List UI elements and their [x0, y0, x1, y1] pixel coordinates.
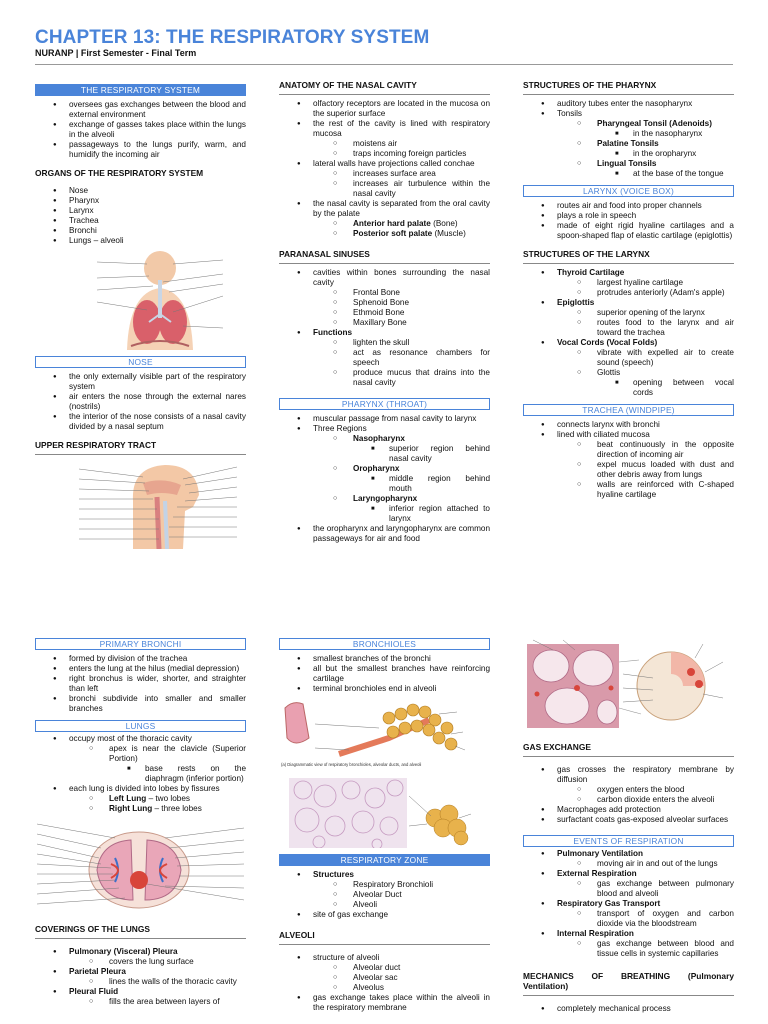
- list-item: ● passageways to the lungs purify, warm, and humidify the incoming air: [35, 140, 246, 160]
- sub-list-item: ○ walls are reinforced with C-shaped hyaline cartilage: [557, 480, 734, 500]
- column-3-bottom: [523, 638, 734, 1016]
- list-item: ● surfactant coats gas-exposed alveolar surfaces: [523, 815, 734, 825]
- list-item: ● muscular passage from nasal cavity to larynx: [279, 414, 490, 424]
- pharynx-list: [279, 414, 490, 544]
- section-heading-events: EVENTS OF RESPIRATION: [523, 835, 734, 847]
- list-item: [279, 159, 490, 199]
- respiratory-organs-figure: [87, 250, 246, 350]
- section-heading-trachea: TRACHEA (WINDPIPE): [523, 404, 734, 416]
- list-item: ● structure of alveoli ○ Alveolar duct ○ Alveolar sac ○ Alveolus: [279, 953, 490, 993]
- sub-list-item: ○ Posterior soft palate (Muscle): [313, 229, 490, 239]
- list-item: ● gas crosses the respiratory membrane by diffusion ○ oxygen enters the blood ○ carbon dioxide enters the alveoli: [523, 765, 734, 805]
- sub-sub-list-item: ■ superior region behind nasal cavity: [353, 444, 490, 464]
- bronchioles-figure-caption: (a) Diagrammatic view of respiratory bronchioles, alveolar ducts, and alveoli: [281, 762, 422, 767]
- respiratory-zone-list: [279, 870, 490, 920]
- list-item-text: the nasal cavity is separated from the oral cavity by the palate: [313, 199, 490, 218]
- list-item: ● the interior of the nose consists of a nasal cavity divided by a nasal septum: [35, 412, 246, 432]
- list-item: ● oversees gas exchanges between the blood and external environment: [35, 100, 246, 120]
- sub-sub-list-item: ■ base rests on the diaphragm (inferior portion): [109, 764, 246, 784]
- sub-list-item: ○ Alveolar Duct: [313, 890, 490, 900]
- section-heading-pharynx: PHARYNX (THROAT): [279, 398, 490, 410]
- sub-list-item: ○ Oropharynx ■ middle region behind mouth: [313, 464, 490, 494]
- sub-sub-list-item: ■ inferior region attached to larynx: [353, 504, 490, 524]
- list-item: ● air enters the nose through the external nares (nostrils): [35, 392, 246, 412]
- sub-list-item: ○ increases surface area: [313, 169, 490, 179]
- sub-sub-list-item: ■ middle region behind mouth: [353, 474, 490, 494]
- list-item: ● Three Regions ○ Nasopharynx ■ superior region behind nasal cavity ○ Oropharynx ■ middle region behind mouth ○ Laryngopharynx ■ inferior region attached to larynx: [279, 424, 490, 524]
- list-item: ● Bronchi: [35, 226, 246, 236]
- sub-list-item: ○ Frontal Bone: [313, 288, 490, 298]
- list-item: ● External Respiration ○ gas exchange between pulmonary blood and alveoli: [523, 869, 734, 899]
- section-heading-larynx: LARYNX (VOICE BOX): [523, 185, 734, 197]
- list-item: ● cavities within bones surrounding the nasal cavity ○ Frontal Bone ○ Sphenoid Bone ○ Ethmoid Bone ○ Maxillary Bone: [279, 268, 490, 328]
- list-item: ● smallest branches of the bronchi: [279, 654, 490, 664]
- list-item: ● exchange of gasses takes place within the lungs in the alveoli: [35, 120, 246, 140]
- list-item: ● Trachea: [35, 216, 246, 226]
- sub-list-item: ○ moving air in and out of the lungs: [557, 859, 734, 869]
- alveoli-list: [279, 953, 490, 1013]
- sub-list-item: ○ Ethmoid Bone: [313, 308, 490, 318]
- list-item-text: lateral walls have projections called conchae: [313, 159, 475, 168]
- gas-exchange-list: [523, 765, 734, 825]
- sub-list-item: ○ Maxillary Bone: [313, 318, 490, 328]
- larynx-list: [523, 201, 734, 241]
- column-1-top: [35, 78, 246, 553]
- respiratory-membrane-figure: [523, 638, 734, 736]
- mechanics-list: [523, 1004, 734, 1014]
- section-heading-alveoli: ALVEOLI: [279, 930, 490, 945]
- nasal-cavity-list: [279, 99, 490, 239]
- sub-list-item: ○ expel mucus loaded with dust and other debris away from lungs: [557, 460, 734, 480]
- list-item: ● Internal Respiration ○ gas exchange between blood and tissue cells in systemic capillaries: [523, 929, 734, 959]
- nose-list: [35, 372, 246, 432]
- sub-list-item: ○ Pharyngeal Tonsil (Adenoids) ■ in the nasopharynx: [557, 119, 734, 139]
- list-item: ● terminal bronchioles end in alveoli: [279, 684, 490, 694]
- sub-list-item: ○ largest hyaline cartilage: [557, 278, 734, 288]
- section-heading-mechanics: MECHANICS OF BREATHING (Pulmonary Ventilation): [523, 971, 734, 996]
- list-item: ● Pleural Fluid ○ fills the area between layers of: [35, 987, 246, 1007]
- list-item: ● Pharynx: [35, 196, 246, 206]
- list-item: ● Functions ○ lighten the skull ○ act as resonance chambers for speech ○ produce mucus that drains into the nasal cavity: [279, 328, 490, 388]
- list-item: ● Nose: [35, 186, 246, 196]
- sub-list-item: ○ Alveoli: [313, 900, 490, 910]
- sub-list-item: ○ beat continuously in the opposite direction of incoming air: [557, 440, 734, 460]
- sub-list-item: ○ routes food to the larynx and air toward the trachea: [557, 318, 734, 338]
- list-item: ● Epiglottis ○ superior opening of the larynx ○ routes food to the larynx and air toward the trachea: [523, 298, 734, 338]
- sub-list-item: ○ covers the lung surface: [69, 957, 246, 967]
- sub-list-item: ○ vibrate with expelled air to create sound (speech): [557, 348, 734, 368]
- list-item: ● Larynx: [35, 206, 246, 216]
- sub-list-item: ○ gas exchange between blood and tissue cells in systemic capillaries: [557, 939, 734, 959]
- list-item: ● Thyroid Cartilage ○ largest hyaline cartilage ○ protrudes anteriorly (Adam's apple): [523, 268, 734, 298]
- header-divider: [35, 64, 733, 65]
- list-item: ● bronchi subdivide into smaller and smaller branches: [35, 694, 246, 714]
- list-item: ● formed by division of the trachea: [35, 654, 246, 664]
- section-heading-upper-tract: UPPER RESPIRATORY TRACT: [35, 440, 246, 455]
- section-heading-respiratory-system: THE RESPIRATORY SYSTEM: [35, 84, 246, 96]
- list-item: ● site of gas exchange: [279, 910, 490, 920]
- primary-bronchi-list: [35, 654, 246, 714]
- sub-list-item: ○ lines the walls of the thoracic cavity: [69, 977, 246, 987]
- sub-list-item: ○ Alveolus: [313, 983, 490, 993]
- list-item: ● Lungs – alveoli: [35, 236, 246, 246]
- list-item: ● the oropharynx and laryngopharynx are common passageways for air and food: [279, 524, 490, 544]
- list-item: ● Pulmonary Ventilation ○ moving air in and out of the lungs: [523, 849, 734, 869]
- list-item: ● each lung is divided into lobes by fissures ○ Left Lung – two lobes ○ Right Lung – three lobes: [35, 784, 246, 814]
- sub-list-item: ○ Palatine Tonsils ■ in the oropharynx: [557, 139, 734, 159]
- page-subtitle: NURANP | First Semester - Final Term: [35, 48, 197, 58]
- bronchioles-list: [279, 654, 490, 694]
- section-heading-organs: ORGANS OF THE RESPIRATORY SYSTEM: [35, 168, 204, 178]
- list-item: ● plays a role in speech: [523, 211, 734, 221]
- column-2-bottom: [279, 632, 490, 1015]
- section-heading-nasal-cavity: ANATOMY OF THE NASAL CAVITY: [279, 80, 490, 95]
- bronchioles-figure: [279, 698, 490, 774]
- coverings-list: [35, 947, 246, 1007]
- list-item: ● Respiratory Gas Transport ○ transport of oxygen and carbon dioxide via the bloodstream: [523, 899, 734, 929]
- sub-list-item: ○ Sphenoid Bone: [313, 298, 490, 308]
- list-item: ● Pulmonary (Visceral) Pleura ○ covers the lung surface: [35, 947, 246, 967]
- list-item: ● olfactory receptors are located in the mucosa on the superior surface: [279, 99, 490, 119]
- list-item: ● Structures ○ Respiratory Bronchioli ○ Alveolar Duct ○ Alveoli: [279, 870, 490, 910]
- list-item: ● Macrophages add protection: [523, 805, 734, 815]
- sub-list-item: ○ Alveolar sac: [313, 973, 490, 983]
- sub-list-item: ○ Laryngopharynx ■ inferior region attached to larynx: [313, 494, 490, 524]
- sub-sub-list-item: ■ in the nasopharynx: [597, 129, 734, 139]
- list-item: ● routes air and food into proper channels: [523, 201, 734, 211]
- section-heading-gas-exchange: GAS EXCHANGE: [523, 742, 734, 757]
- sub-list-item: ○ Nasopharynx ■ superior region behind nasal cavity: [313, 434, 490, 464]
- list-item: ● connects larynx with bronchi: [523, 420, 734, 430]
- sub-list-item: ○ Respiratory Bronchioli: [313, 880, 490, 890]
- section-heading-bronchioles: BRONCHIOLES: [279, 638, 490, 650]
- list-item: ● gas exchange takes place within the alveoli in the respiratory membrane: [279, 993, 490, 1013]
- larynx-structures-list: [523, 268, 734, 398]
- sub-list-item: ○ Alveolar duct: [313, 963, 490, 973]
- sub-sub-list-item: ■ opening between vocal cords: [597, 378, 734, 398]
- column-3-top: [523, 78, 734, 502]
- pharynx-structures-list: [523, 99, 734, 179]
- list-item: ● right bronchus is wider, shorter, and straighter than left: [35, 674, 246, 694]
- sub-list-item: ○ oxygen enters the blood: [557, 785, 734, 795]
- sub-list-item: ○ transport of oxygen and carbon dioxide via the bloodstream: [557, 909, 734, 929]
- sub-list-item: ○ moistens air: [313, 139, 490, 149]
- list-item: ● auditory tubes enter the nasopharynx: [523, 99, 734, 109]
- sub-sub-list-item: ■ in the oropharynx: [597, 149, 734, 159]
- sub-list-item: ○ protrudes anteriorly (Adam's apple): [557, 288, 734, 298]
- sub-list-item: ○ fills the area between layers of: [69, 997, 246, 1007]
- organs-list: [35, 186, 246, 246]
- sub-list-item: ○ increases air turbulence within the nasal cavity: [313, 179, 490, 199]
- section-heading-coverings: COVERINGS OF THE LUNGS: [35, 924, 246, 939]
- trachea-list: [523, 420, 734, 500]
- paranasal-list: [279, 268, 490, 388]
- sub-list-item: ○ Right Lung – three lobes: [69, 804, 246, 814]
- sub-list-item: ○ superior opening of the larynx: [557, 308, 734, 318]
- sub-list-item: ○ Lingual Tonsils ■ at the base of the tongue: [557, 159, 734, 179]
- sub-list-item: ○ carbon dioxide enters the alveoli: [557, 795, 734, 805]
- sub-list-item: ○ produce mucus that drains into the nasal cavity: [313, 368, 490, 388]
- upper-respiratory-tract-figure: [73, 461, 246, 549]
- section-heading-primary-bronchi: PRIMARY BRONCHI: [35, 638, 246, 650]
- section-heading-pharynx-structures: STRUCTURES OF THE PHARYNX: [523, 80, 734, 95]
- list-item: ● Tonsils ○ Pharyngeal Tonsil (Adenoids) ■ in the nasopharynx ○ Palatine Tonsils ■ in the oropharynx ○ Lingual Tonsils ■ at the base of the tongue: [523, 109, 734, 179]
- list-item: ● all but the smallest branches have reinforcing cartilage: [279, 664, 490, 684]
- page-title: CHAPTER 13: THE RESPIRATORY SYSTEM: [35, 27, 430, 48]
- column-2-top: [279, 78, 490, 546]
- lungs-list: [35, 734, 246, 814]
- sub-list-item: ○ act as resonance chambers for speech: [313, 348, 490, 368]
- section-heading-nose: NOSE: [35, 356, 246, 368]
- sub-list-item: ○ Left Lung – two lobes: [69, 794, 246, 804]
- list-item: ● enters the lung at the hilus (medial depression): [35, 664, 246, 674]
- list-item-text: the rest of the cavity is lined with respiratory mucosa: [313, 119, 490, 138]
- sub-sub-list-item: ■ at the base of the tongue: [597, 169, 734, 179]
- list-item: [279, 119, 490, 159]
- sub-list-item: ○ Anterior hard palate (Bone): [313, 219, 490, 229]
- list-item: ● Vocal Cords (Vocal Folds) ○ vibrate with expelled air to create sound (speech) ○ Glottis ■ opening between vocal cords: [523, 338, 734, 398]
- list-item: ● lined with ciliated mucosa ○ beat continuously in the opposite direction of incoming air ○ expel mucus loaded with dust and other debris away from lungs ○ walls are reinforced with C-shaped hyaline cartilage: [523, 430, 734, 500]
- sub-list-item: ○ traps incoming foreign particles: [313, 149, 490, 159]
- sub-list-item: ○ apex is near the clavicle (Superior Portion) ■ base rests on the diaphragm (inferior portion): [69, 744, 246, 784]
- list-item: ● made of eight rigid hyaline cartilages and a spoon-shaped flap of elastic cartilage (epiglottis): [523, 221, 734, 241]
- alveoli-micrograph-figure: [289, 778, 490, 848]
- sub-list-item: ○ gas exchange between pulmonary blood and alveoli: [557, 879, 734, 899]
- respiratory-system-list: [35, 100, 246, 160]
- lungs-cross-section-figure: [35, 818, 246, 916]
- list-item: [279, 199, 490, 239]
- events-list: [523, 849, 734, 959]
- list-item: ● the only externally visible part of the respiratory system: [35, 372, 246, 392]
- list-item: ● completely mechanical process: [523, 1004, 734, 1014]
- sub-list-item: ○ lighten the skull: [313, 338, 490, 348]
- section-heading-respiratory-zone: RESPIRATORY ZONE: [279, 854, 490, 866]
- list-item: ● Parietal Pleura ○ lines the walls of the thoracic cavity: [35, 967, 246, 987]
- section-heading-larynx-structures: STRUCTURES OF THE LARYNX: [523, 249, 734, 264]
- list-item: ● occupy most of the thoracic cavity ○ apex is near the clavicle (Superior Portion) ■ base rests on the diaphragm (inferior portion): [35, 734, 246, 784]
- section-heading-paranasal: PARANASAL SINUSES: [279, 249, 490, 264]
- section-heading-lungs: LUNGS: [35, 720, 246, 732]
- sub-list-item: ○ Glottis ■ opening between vocal cords: [557, 368, 734, 398]
- column-1-bottom: [35, 632, 246, 1009]
